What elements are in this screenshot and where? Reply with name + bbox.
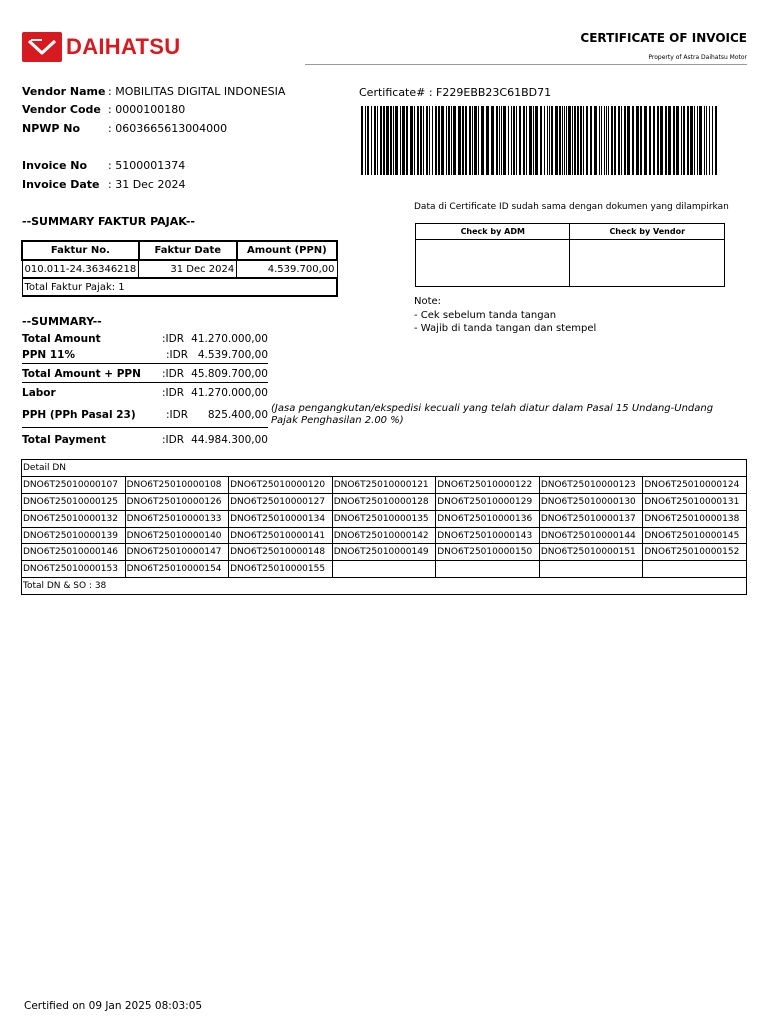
summary-row-total-amount: [22, 330, 268, 347]
barcode-bar: [406, 106, 408, 175]
barcode-bar: [448, 106, 450, 175]
barcode-bar: [715, 106, 717, 175]
barcode: [361, 106, 720, 175]
detail-dn-table: [21, 459, 747, 595]
barcode-bar: [644, 106, 647, 175]
barcode-bar: [529, 106, 532, 175]
dn-cell: DNO6T25010000120: [229, 476, 333, 493]
summary-currency: :IDR: [162, 368, 185, 380]
faktur-no-header: Faktur No.: [22, 241, 139, 260]
dn-cell: DNO6T25010000149: [332, 544, 436, 561]
table-row: [22, 510, 747, 527]
note-line: - Cek sebelum tanda tangan: [414, 309, 557, 321]
note-block: [414, 295, 596, 336]
barcode-bar: [432, 106, 433, 175]
vendor-code-label: Vendor Code: [22, 102, 101, 116]
summary-title: --SUMMARY--: [22, 315, 102, 328]
invoice-date-value: : 31 Dec 2024: [108, 177, 186, 191]
barcode-bar: [590, 106, 592, 175]
barcode-bar: [681, 106, 682, 175]
dn-cell: DNO6T25010000124: [643, 476, 747, 493]
vendor-code-value: : 0000100180: [108, 102, 186, 116]
barcode-bar: [469, 106, 471, 175]
summary-value: 825.400,00: [207, 408, 268, 421]
barcode-bar: [627, 106, 630, 175]
barcode-bar: [393, 106, 394, 175]
faktur-row: [22, 260, 337, 278]
detail-dn-title: Detail DN: [22, 460, 747, 477]
dn-cell: DNO6T25010000151: [539, 544, 643, 561]
dn-cell: DNO6T25010000137: [539, 510, 643, 527]
detail-dn-total-row: [22, 578, 747, 595]
barcode-bar: [676, 106, 679, 175]
barcode-bar: [441, 106, 444, 175]
dn-cell: DNO6T25010000107: [22, 476, 126, 493]
barcode-bar: [535, 106, 538, 175]
invoice-date-row: [22, 176, 185, 192]
dn-cell: DNO6T25010000155: [229, 561, 333, 578]
barcode-bar: [462, 106, 464, 175]
check-vendor-signature-box: [570, 240, 725, 287]
faktur-total-row: [22, 278, 337, 296]
invoice-no-label: Invoice No: [22, 158, 87, 172]
dn-cell: DNO6T25010000140: [125, 527, 229, 544]
dn-cell: DNO6T25010000138: [643, 510, 747, 527]
summary-row-pph: [22, 402, 268, 428]
barcode-bar: [568, 106, 571, 175]
dn-cell: DNO6T25010000133: [125, 510, 229, 527]
faktur-date: 31 Dec 2024: [139, 260, 237, 278]
faktur-no: 010.011-24.36346218: [22, 260, 139, 278]
detail-dn-header-row: [22, 460, 747, 477]
barcode-bar: [673, 106, 675, 175]
summary-currency: :IDR: [166, 349, 189, 361]
npwp-value: : 0603665613004000: [108, 121, 228, 135]
vendor-code-row: [22, 101, 185, 117]
barcode-bar: [580, 106, 582, 175]
summary-currency: :IDR: [162, 386, 185, 399]
barcode-bar: [572, 106, 573, 175]
daihatsu-logo-icon: [22, 32, 62, 62]
summary-label: PPN 11%: [22, 349, 75, 361]
check-vendor-header: Check by Vendor: [570, 224, 725, 240]
dn-cell: DNO6T25010000123: [539, 476, 643, 493]
dn-cell: DNO6T25010000121: [332, 476, 436, 493]
barcode-bar: [544, 106, 545, 175]
barcode-bar: [383, 106, 385, 175]
dn-cell: DNO6T25010000125: [22, 493, 126, 510]
summary-row-total-ppn: [22, 366, 268, 383]
barcode-bar: [549, 106, 550, 175]
barcode-bar: [499, 106, 500, 175]
dn-cell: DNO6T25010000154: [125, 561, 229, 578]
barcode-bar: [594, 106, 597, 175]
summary-row-labor: [22, 384, 268, 401]
barcode-bar: [374, 106, 376, 175]
barcode-bar: [601, 106, 602, 175]
summary-label: PPH (PPh Pasal 23): [22, 408, 136, 421]
summary-value: 44.984.300,00: [191, 433, 268, 446]
barcode-bar: [614, 106, 616, 175]
barcode-bar: [367, 106, 369, 175]
barcode-bar: [640, 106, 642, 175]
dn-cell: DNO6T25010000153: [22, 561, 126, 578]
barcode-bar: [668, 106, 671, 175]
dn-cell: DNO6T25010000126: [125, 493, 229, 510]
barcode-bar: [611, 106, 613, 175]
barcode-bar: [604, 106, 605, 175]
summary-label: Total Payment: [22, 433, 106, 446]
dn-cell: DNO6T25010000136: [436, 510, 540, 527]
barcode-bar: [496, 106, 498, 175]
vendor-name-row: [22, 83, 285, 99]
check-table: [415, 223, 725, 287]
barcode-bar: [533, 106, 534, 175]
barcode-bar: [420, 106, 422, 175]
barcode-bar: [446, 106, 447, 175]
barcode-bar: [559, 106, 561, 175]
vendor-name-value: : MOBILITAS DIGITAL INDONESIA: [108, 84, 286, 98]
barcode-bar: [395, 106, 398, 175]
faktur-header-row: [22, 241, 337, 260]
dn-cell: DNO6T25010000127: [229, 493, 333, 510]
faktur-amount-header: Amount (PPN): [237, 241, 337, 260]
barcode-bar: [501, 106, 502, 175]
barcode-bar: [410, 106, 413, 175]
dn-cell: DNO6T25010000144: [539, 527, 643, 544]
barcode-bar: [465, 106, 467, 175]
barcode-bar: [551, 106, 553, 175]
barcode-bar: [712, 106, 713, 175]
barcode-bar: [665, 106, 667, 175]
summary-value: 45.809.700,00: [191, 368, 268, 380]
barcode-bar: [599, 106, 600, 175]
barcode-bar: [526, 106, 527, 175]
barcode-bar: [380, 106, 382, 175]
dn-cell: DNO6T25010000145: [643, 527, 747, 544]
barcode-bar: [417, 106, 419, 175]
barcode-bar: [371, 106, 372, 175]
barcode-bar: [660, 106, 663, 175]
brand-name: DAIHATSU: [66, 34, 181, 59]
barcode-bar: [621, 106, 622, 175]
dn-cell: DNO6T25010000130: [539, 493, 643, 510]
invoice-no-row: [22, 157, 185, 173]
barcode-bar: [400, 106, 401, 175]
summary-currency: :IDR: [166, 408, 189, 421]
faktur-table: [21, 240, 338, 297]
summary-currency: :IDR: [162, 433, 185, 446]
dn-cell: DNO6T25010000150: [436, 544, 540, 561]
barcode-bar: [423, 106, 424, 175]
barcode-bar: [540, 106, 542, 175]
barcode-bar: [547, 106, 548, 175]
table-row: [22, 476, 747, 493]
barcode-bar: [472, 106, 473, 175]
barcode-bar: [503, 106, 506, 175]
npwp-label: NPWP No: [22, 121, 81, 135]
barcode-bar: [508, 106, 509, 175]
pph-note: (Jasa pengangkutan/ekspedisi kecuali yang telah diatur dalam Pasal 15 Undang-Undang Pajak Penghasilan 2.00 %): [271, 403, 714, 426]
summary-row-total-payment: [22, 431, 268, 448]
barcode-bar: [704, 106, 705, 175]
summary-label: Labor: [22, 386, 56, 399]
vendor-name-label: Vendor Name: [22, 84, 106, 98]
barcode-bar: [586, 106, 588, 175]
barcode-bar: [687, 106, 689, 175]
check-adm-header: Check by ADM: [416, 224, 570, 240]
barcode-bar: [474, 106, 477, 175]
dn-cell: DNO6T25010000122: [436, 476, 540, 493]
table-row: [22, 493, 747, 510]
barcode-bar: [438, 106, 440, 175]
dn-cell: DNO6T25010000129: [436, 493, 540, 510]
summary-value: 4.539.700,00: [197, 349, 268, 361]
barcode-bar: [577, 106, 579, 175]
document-title: CERTIFICATE OF INVOICE: [580, 31, 747, 45]
dn-cell: DNO6T25010000152: [643, 544, 747, 561]
barcode-bar: [606, 106, 607, 175]
barcode-bar: [486, 106, 489, 175]
check-adm-signature-box: [416, 240, 570, 287]
faktur-amount: 4.539.700,00: [237, 260, 337, 278]
barcode-bar: [458, 106, 461, 175]
barcode-bar: [690, 106, 693, 175]
dn-cell: DNO6T25010000146: [22, 544, 126, 561]
dn-cell: DNO6T25010000141: [229, 527, 333, 544]
barcode-bar: [481, 106, 484, 175]
summary-currency: :IDR: [162, 332, 185, 345]
summary-label: Total Amount + PPN: [22, 368, 141, 380]
dn-cell: DNO6T25010000108: [125, 476, 229, 493]
verification-note: Data di Certificate ID sudah sama dengan dokumen yang dilampirkan: [414, 202, 729, 212]
barcode-bar: [624, 106, 626, 175]
barcode-bar: [377, 106, 378, 175]
barcode-bar: [636, 106, 639, 175]
certified-timestamp: Certified on 09 Jan 2025 08:03:05: [24, 1000, 203, 1012]
daihatsu-logo: [22, 31, 180, 63]
table-row: [22, 561, 747, 578]
barcode-bar: [574, 106, 576, 175]
barcode-bar: [683, 106, 685, 175]
barcode-bar: [435, 106, 437, 175]
document-subtitle: Property of Astra Daihatsu Motor: [648, 54, 747, 61]
barcode-bar: [429, 106, 430, 175]
header-divider: [305, 64, 747, 65]
barcode-bar: [562, 106, 563, 175]
barcode-bar: [361, 106, 363, 175]
barcode-bar: [608, 106, 609, 175]
barcode-bar: [632, 106, 634, 175]
barcode-bar: [390, 106, 392, 175]
barcode-bar: [516, 106, 517, 175]
certificate-number: Certificate# : F229EBB23C61BD71: [359, 86, 552, 99]
barcode-bar: [649, 106, 651, 175]
faktur-total: Total Faktur Pajak: 1: [22, 278, 337, 296]
barcode-bar: [386, 106, 389, 175]
table-row: [22, 544, 747, 561]
faktur-date-header: Faktur Date: [139, 241, 237, 260]
note-title: Note:: [414, 296, 442, 307]
dn-cell: DNO6T25010000135: [332, 510, 436, 527]
barcode-bar: [523, 106, 525, 175]
barcode-bar: [699, 106, 702, 175]
dn-cell: DNO6T25010000139: [22, 527, 126, 544]
dn-cell: [436, 561, 540, 578]
dn-cell: [539, 561, 643, 578]
table-row: [22, 527, 747, 544]
barcode-bar: [511, 106, 512, 175]
barcode-bar: [402, 106, 405, 175]
summary-label: Total Amount: [22, 332, 101, 345]
npwp-row: [22, 120, 227, 136]
barcode-bar: [453, 106, 456, 175]
summary-value: 41.270.000,00: [191, 332, 268, 345]
summary-value: 41.270.000,00: [191, 386, 268, 399]
barcode-bar: [566, 106, 567, 175]
faktur-summary-title: --SUMMARY FAKTUR PAJAK--: [22, 215, 195, 228]
barcode-bar: [706, 106, 707, 175]
barcode-bar: [653, 106, 655, 175]
barcode-bar: [426, 106, 428, 175]
dn-cell: DNO6T25010000143: [436, 527, 540, 544]
barcode-bar: [697, 106, 698, 175]
barcode-bar: [618, 106, 620, 175]
dn-cell: DNO6T25010000128: [332, 493, 436, 510]
barcode-bar: [555, 106, 558, 175]
dn-cell: DNO6T25010000147: [125, 544, 229, 561]
barcode-bar: [491, 106, 494, 175]
dn-cell: DNO6T25010000131: [643, 493, 747, 510]
note-line: - Wajib di tanda tangan dan stempel: [414, 323, 597, 334]
dn-cell: [643, 561, 747, 578]
barcode-bar: [478, 106, 479, 175]
barcode-bar: [583, 106, 584, 175]
invoice-date-label: Invoice Date: [22, 177, 100, 191]
dn-cell: DNO6T25010000142: [332, 527, 436, 544]
dn-cell: DNO6T25010000134: [229, 510, 333, 527]
barcode-bar: [694, 106, 695, 175]
detail-dn-total: Total DN & SO : 38: [22, 578, 747, 595]
barcode-bar: [564, 106, 565, 175]
dn-cell: [332, 561, 436, 578]
barcode-bar: [414, 106, 415, 175]
barcode-bar: [513, 106, 515, 175]
dn-cell: DNO6T25010000132: [22, 510, 126, 527]
barcode-bar: [657, 106, 659, 175]
barcode-bar: [365, 106, 366, 175]
barcode-bar: [519, 106, 521, 175]
invoice-no-value: : 5100001374: [108, 158, 186, 172]
dn-cell: DNO6T25010000148: [229, 544, 333, 561]
barcode-bar: [709, 106, 710, 175]
summary-row-ppn: [22, 347, 268, 364]
barcode-bar: [451, 106, 452, 175]
